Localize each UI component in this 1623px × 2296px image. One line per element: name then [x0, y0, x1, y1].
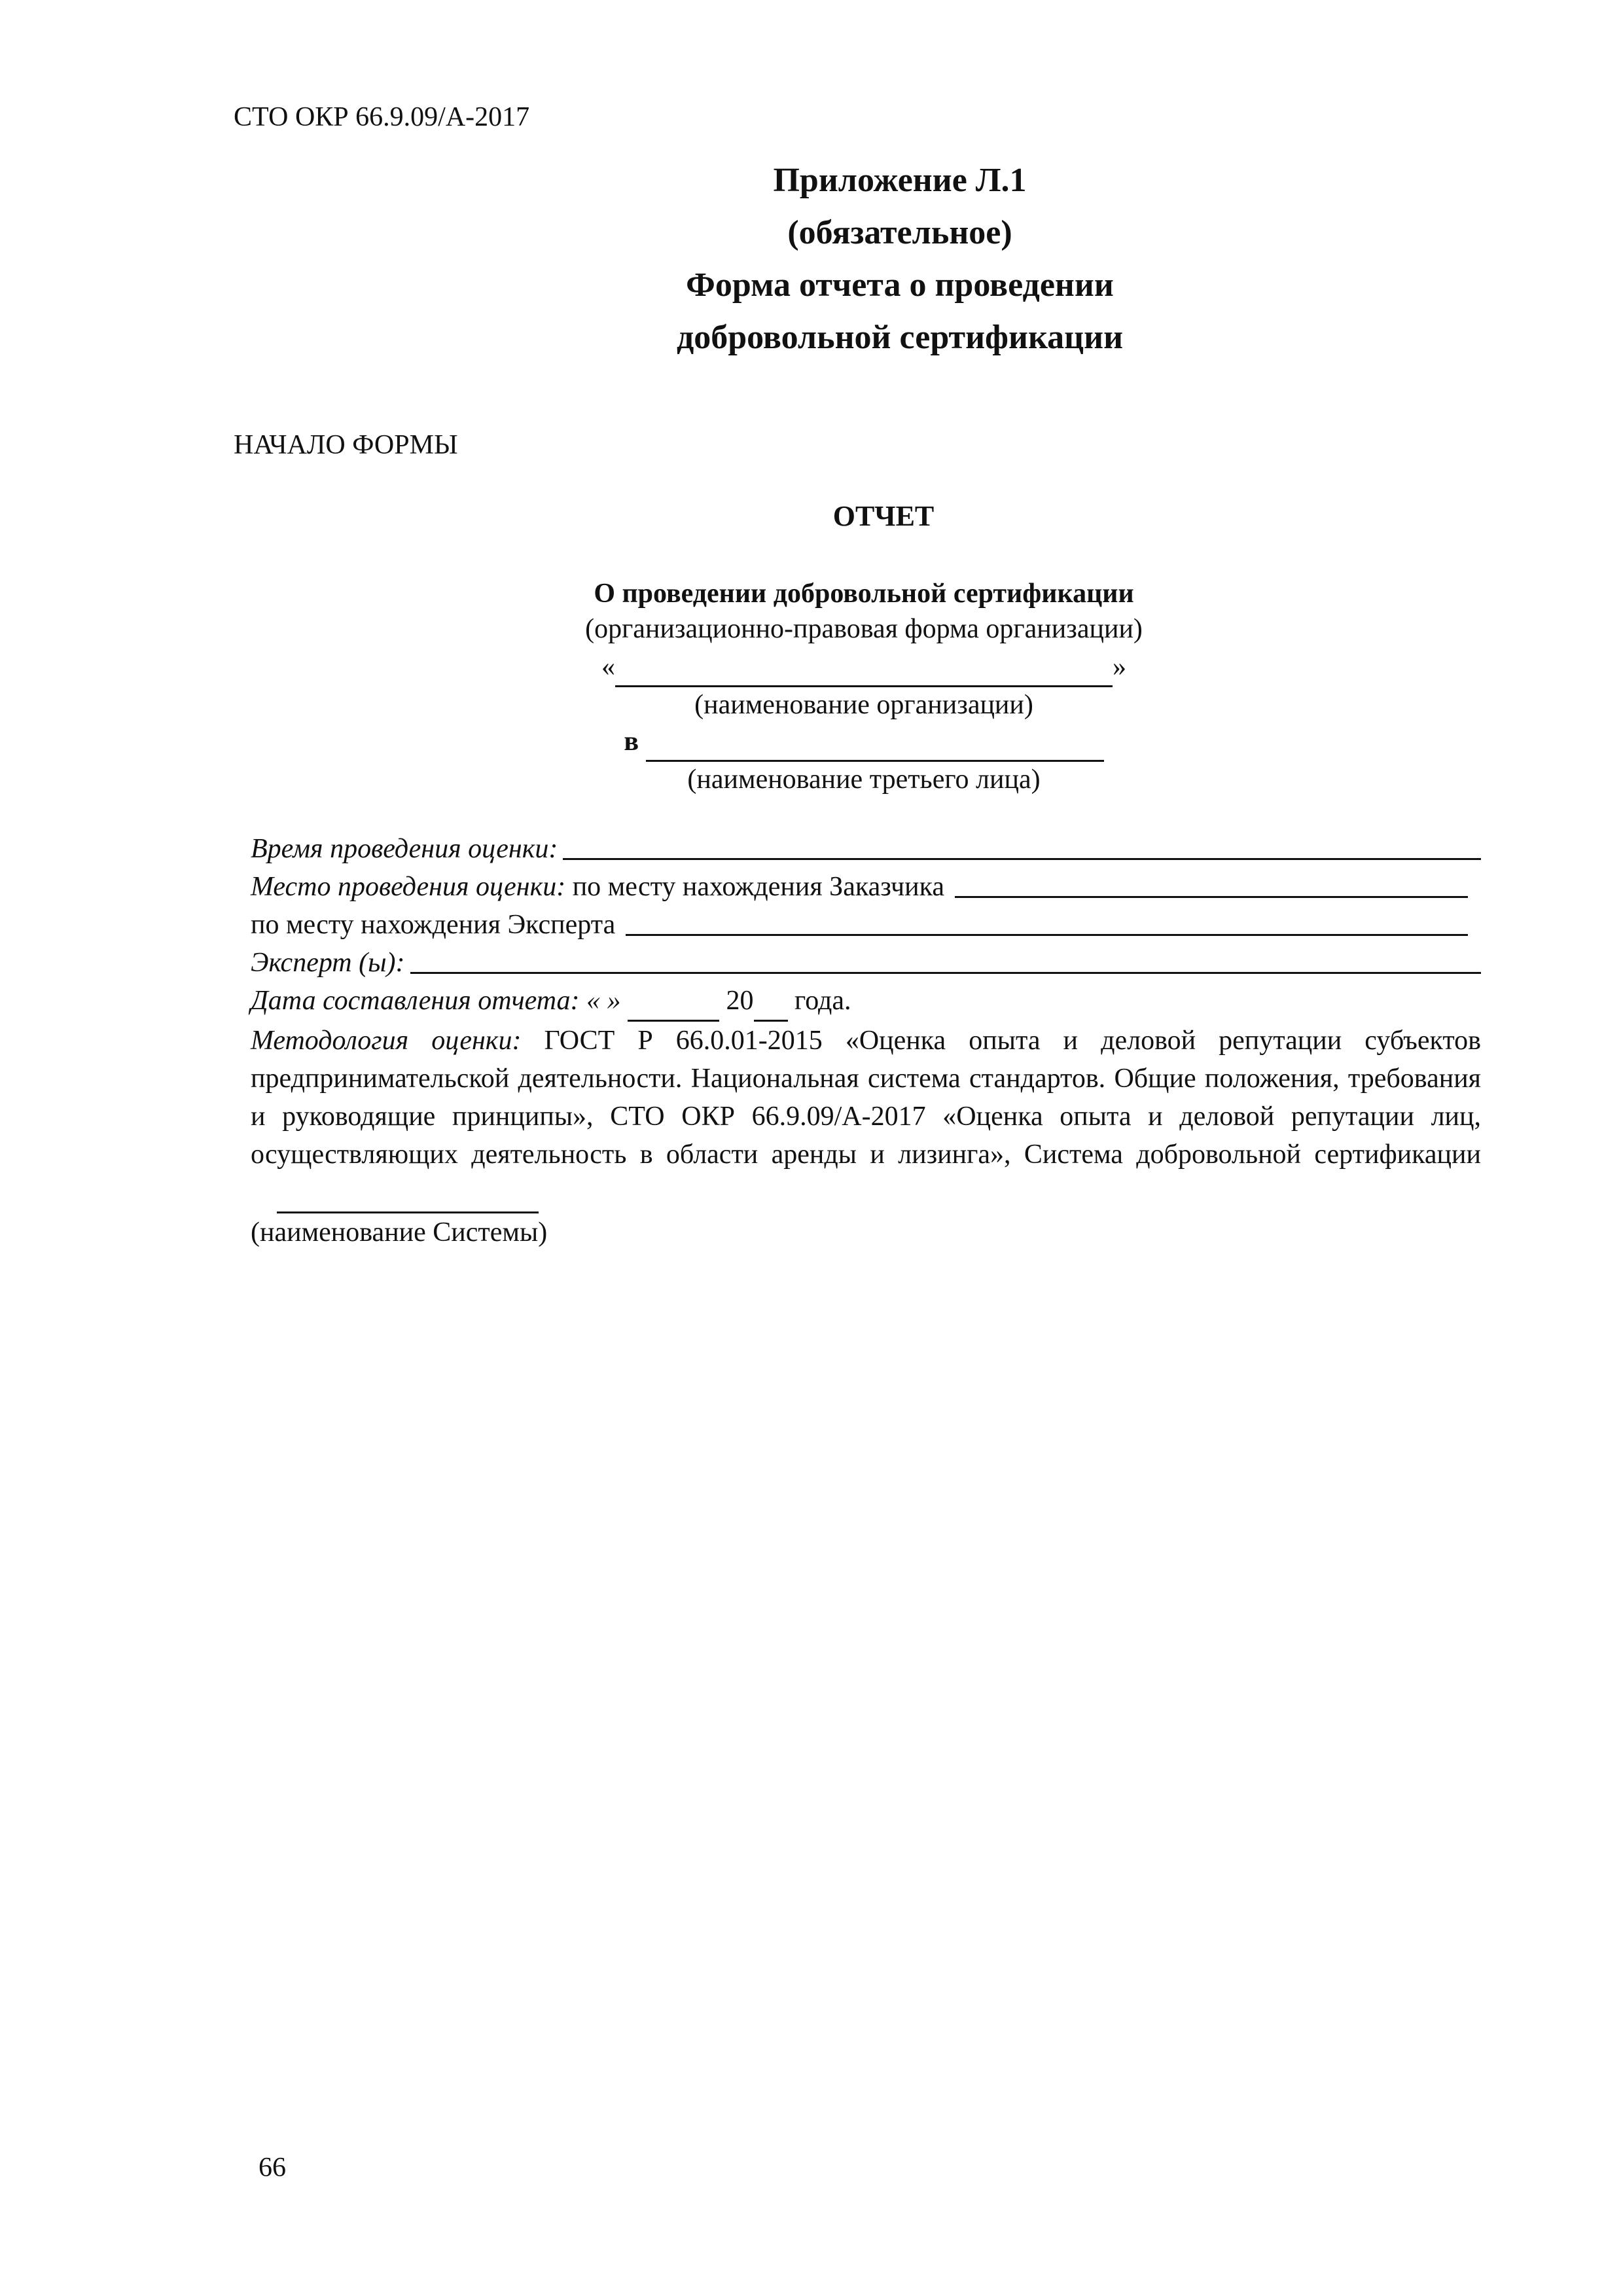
place-expert-label: по месту нахождения Эксперта — [251, 910, 616, 940]
organization-name-field[interactable] — [615, 649, 1113, 687]
third-party-line — [497, 724, 1230, 762]
third-party-caption: (наименование третьего лица) — [687, 764, 1041, 795]
document-code: СТО ОКР 66.9.09/А-2017 — [234, 102, 530, 132]
place-expert-row — [251, 906, 1481, 944]
organization-name-caption: (наименование организации) — [694, 690, 1033, 720]
appendix-heading — [563, 154, 1237, 364]
appendix-heading-line-1: Форма отчета о проведении — [686, 266, 1114, 304]
assessment-time-row — [251, 830, 1481, 868]
experts-row — [251, 944, 1481, 982]
report-fields — [251, 830, 1481, 1251]
experts-field[interactable] — [410, 972, 1481, 974]
report-date-year-field[interactable] — [754, 982, 788, 1022]
appendix-title: Приложение Л.1 — [773, 162, 1027, 199]
report-title: ОТЧЕТ — [832, 500, 935, 532]
report-date-row — [251, 982, 1481, 1022]
in-label: в — [624, 726, 639, 757]
open-quote: « — [601, 652, 615, 682]
organization-name-line — [497, 649, 1230, 687]
report-date-year: 20 — [726, 986, 754, 1016]
methodology-paragraph — [251, 1022, 1481, 1213]
place-customer-field[interactable] — [955, 896, 1468, 898]
methodology-label: Методология оценки: — [251, 1026, 522, 1056]
place-customer-label: по месту нахождения Заказчика — [572, 872, 945, 902]
experts-label: Эксперт (ы): — [251, 948, 405, 978]
assessment-place-label: Место проведения оценки: — [251, 872, 566, 902]
assessment-place-row — [251, 868, 1481, 906]
legal-form-caption: (организационно-правовая форма организации) — [585, 614, 1143, 644]
methodology-text: ГОСТ Р 66.0.01-2015 «Оценка опыта и деловой репутации субъектов предпринимательской деятельности. Национальная система стандартов. Общие положения, требования и руководящие принципы», СТО ОКР 66.9.09/А-2017 «Оценка опыта и деловой репутации лиц, осуществляющих деятельность в области аренды и лизинга», Система добровольной сертификации — [251, 1026, 1481, 1170]
form-start-label: НАЧАЛО ФОРМЫ — [234, 430, 458, 460]
system-caption: (наименование Системы) — [251, 1217, 548, 1247]
report-date-month-field[interactable] — [628, 982, 719, 1022]
assessment-time-field[interactable] — [563, 858, 1481, 860]
third-party-field[interactable] — [646, 724, 1104, 762]
report-date-label: Дата составления отчета: « » — [251, 986, 621, 1016]
page-number: 66 — [259, 2153, 286, 2183]
report-subject: О проведении добровольной сертификации — [594, 579, 1134, 609]
appendix-status: (обязательное) — [787, 214, 1012, 251]
place-expert-field[interactable] — [626, 934, 1468, 936]
assessment-time-label: Время проведения оценки: — [251, 834, 558, 864]
close-quote: » — [1113, 652, 1126, 682]
system-name-field[interactable] — [277, 1174, 539, 1213]
report-date-suffix: года. — [794, 986, 851, 1016]
appendix-heading-line-2: добровольной сертификации — [676, 319, 1124, 356]
